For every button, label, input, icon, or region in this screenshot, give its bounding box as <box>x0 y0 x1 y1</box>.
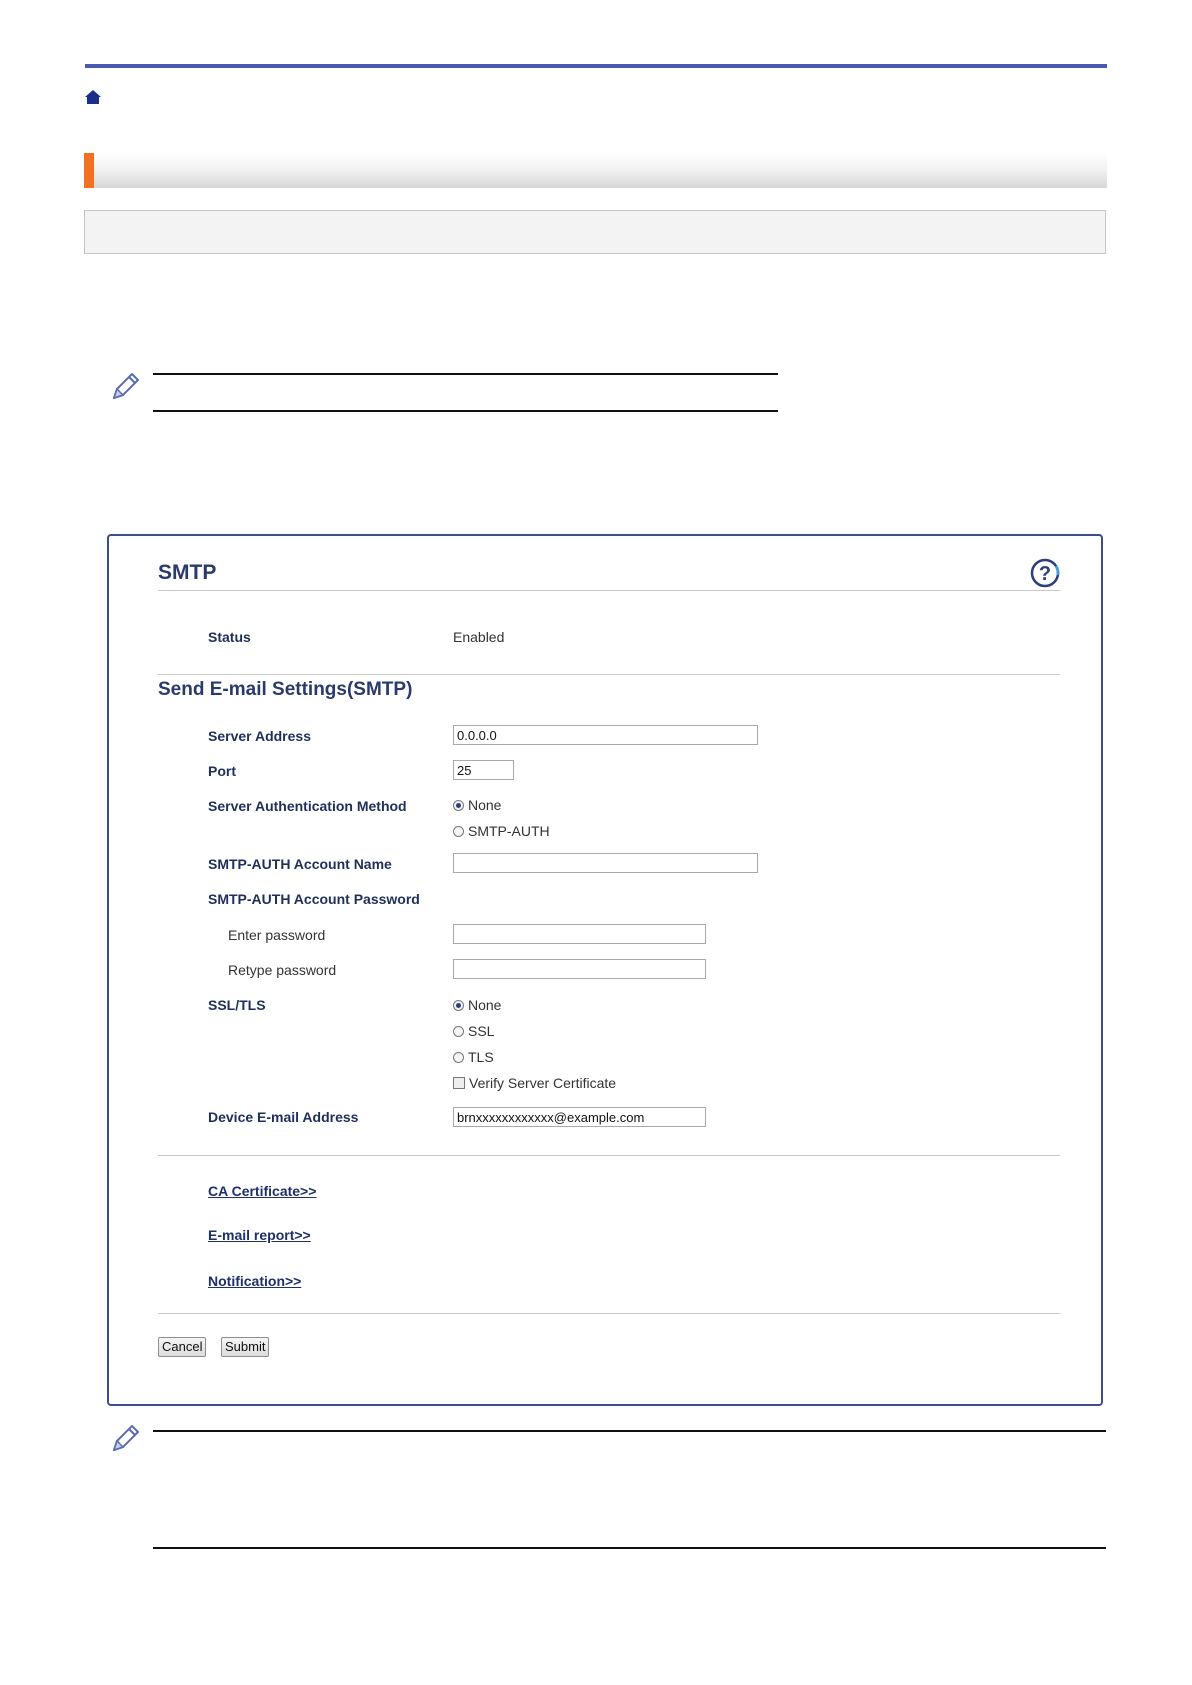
account-name-label: SMTP-AUTH Account Name <box>208 856 392 872</box>
status-label: Status <box>208 629 251 645</box>
status-divider <box>158 674 1060 675</box>
ssl-none-option[interactable] <box>453 997 501 1013</box>
send-email-settings-title: Send E-mail Settings(SMTP) <box>158 679 413 700</box>
pencil-note-icon <box>108 1422 142 1456</box>
verify-cert-checkbox[interactable] <box>453 1077 465 1089</box>
auth-none-label: None <box>468 797 502 813</box>
server-address-input[interactable] <box>453 725 758 745</box>
ssl-tls-option[interactable] <box>453 1049 494 1065</box>
smtp-settings-panel <box>107 534 1103 1406</box>
retype-password-label: Retype password <box>228 962 337 978</box>
links-divider-bottom <box>158 1313 1060 1314</box>
ssl-tls-label: SSL/TLS <box>208 997 266 1013</box>
links-divider-top <box>158 1155 1060 1156</box>
auth-none-radio[interactable] <box>453 800 464 811</box>
ssl-tls-option-label: TLS <box>468 1049 494 1065</box>
status-value: Enabled <box>453 629 505 645</box>
email-report-link[interactable]: E-mail report>> <box>208 1227 311 1243</box>
svg-text:?: ? <box>1038 563 1052 585</box>
ssl-none-radio[interactable] <box>453 1000 464 1011</box>
section-accent <box>84 153 94 188</box>
account-password-label: SMTP-AUTH Account Password <box>208 891 420 907</box>
note2-bottom-line <box>153 1547 1106 1549</box>
ca-certificate-link[interactable]: CA Certificate>> <box>208 1183 317 1199</box>
server-address-label: Server Address <box>208 728 311 744</box>
enter-password-label: Enter password <box>228 927 326 943</box>
submit-button[interactable]: Submit <box>221 1337 269 1357</box>
verify-cert-option[interactable] <box>453 1075 616 1091</box>
pencil-note-icon <box>108 370 142 404</box>
notification-link[interactable]: Notification>> <box>208 1273 302 1289</box>
ssl-tls-radio[interactable] <box>453 1052 464 1063</box>
title-divider <box>158 590 1060 591</box>
top-rule <box>85 64 1107 68</box>
ssl-ssl-radio[interactable] <box>453 1026 464 1037</box>
note2-top-line <box>153 1430 1106 1432</box>
home-icon[interactable] <box>84 89 102 105</box>
help-icon[interactable] <box>1029 556 1063 590</box>
auth-none-option[interactable] <box>453 797 501 813</box>
device-email-input[interactable] <box>453 1107 706 1127</box>
info-box <box>84 210 1106 254</box>
port-input[interactable] <box>453 760 514 780</box>
cancel-button[interactable]: Cancel <box>158 1337 206 1357</box>
auth-smtp-auth-radio[interactable] <box>453 826 464 837</box>
ssl-none-label: None <box>468 997 502 1013</box>
auth-smtp-auth-label: SMTP-AUTH <box>468 823 550 839</box>
ssl-ssl-label: SSL <box>468 1023 495 1039</box>
section-header-bar <box>84 153 1107 188</box>
port-label: Port <box>208 763 236 779</box>
device-email-label: Device E-mail Address <box>208 1109 359 1125</box>
auth-method-label: Server Authentication Method <box>208 798 407 814</box>
auth-smtp-auth-option[interactable] <box>453 823 550 839</box>
verify-cert-label: Verify Server Certificate <box>469 1075 617 1091</box>
ssl-ssl-option[interactable] <box>453 1023 494 1039</box>
note-bottom-line <box>153 410 778 412</box>
account-name-input[interactable] <box>453 853 758 873</box>
enter-password-input[interactable] <box>453 924 706 944</box>
note-top-line <box>153 373 778 375</box>
panel-title: SMTP <box>158 561 217 584</box>
retype-password-input[interactable] <box>453 959 706 979</box>
